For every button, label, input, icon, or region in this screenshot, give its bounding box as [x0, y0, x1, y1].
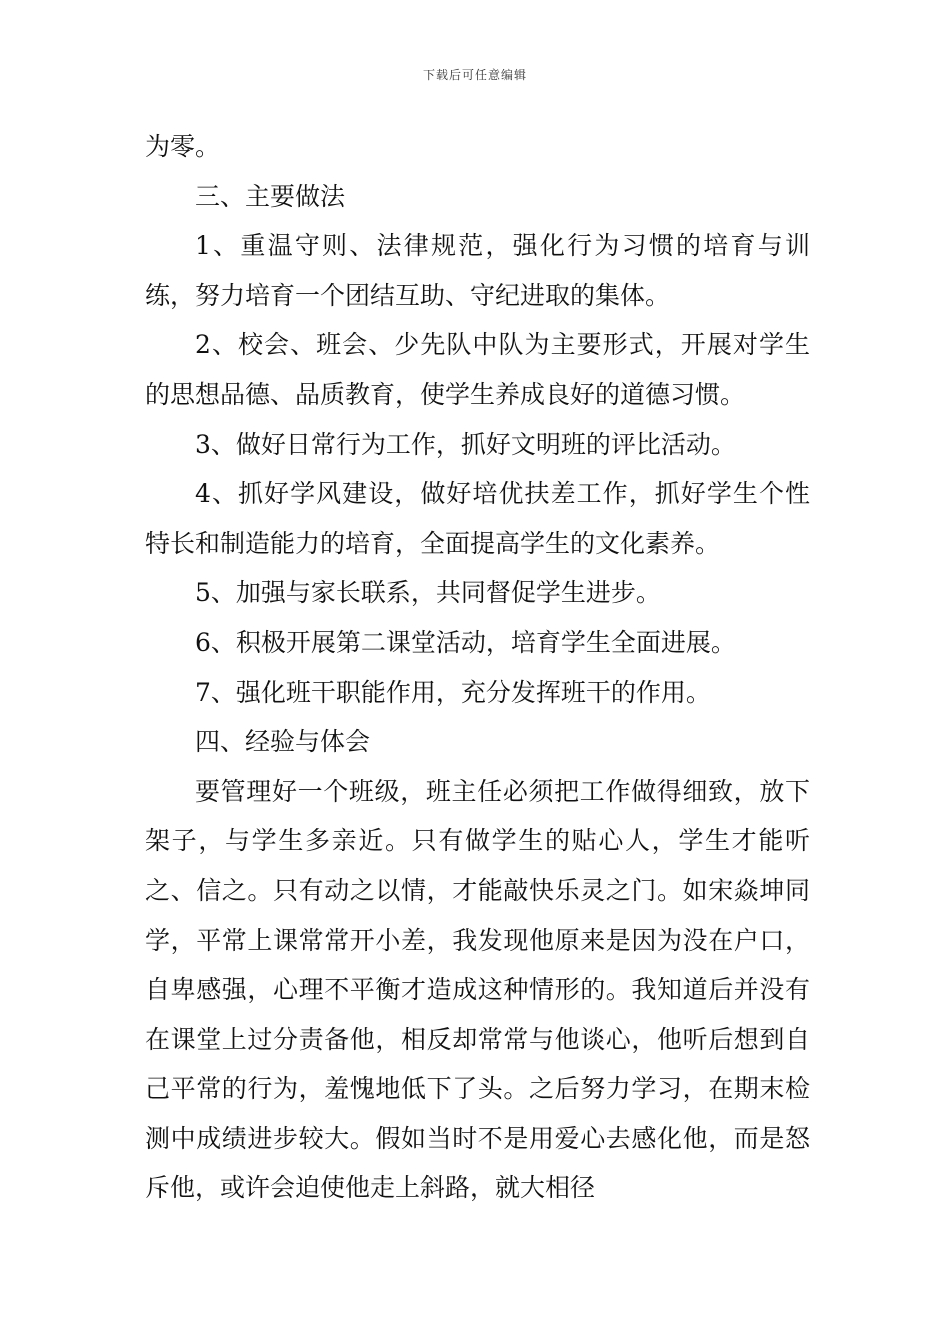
list-item-7: 7、强化班干职能作用，充分发挥班干的作用。: [195, 677, 711, 707]
paragraph-continuation: 为零。: [145, 132, 221, 161]
header-note: 下载后可任意编辑: [422, 68, 527, 82]
paragraph-experience: 要管理好一个班级，班主任必须把工作做得细致，放下架子，与学生多亲近。只有做学生的贴心人，学生才能听之、信之。只有动之以情，才能敲快乐灵之门。如宋焱坤同学，平常上课常常开小差，我发现他原来是因为没在户口，自卑感强，心理不平衡才造成这种情形的。我知道后并没有在课堂上过分责备他，相反却常常与他谈心，他听后想到自己平常的行为，羞愧地低下了头。之后努力学习，在期末检测中成绩进步较大。假如当时不是用爱心去感化他，而是怒斥他，或许会迫使他走上斜路，就大相径: [145, 776, 810, 1203]
list-item-6: 6、积极开展第二课堂活动，培育学生全面进展。: [195, 627, 736, 657]
document-body: [145, 122, 810, 1213]
section-heading-3: 三、主要做法: [195, 181, 346, 211]
list-item-3: 3、做好日常行为工作，抓好文明班的评比活动。: [195, 429, 736, 459]
section-heading-4: 四、经验与体会: [195, 727, 371, 757]
list-item-5: 5、加强与家长联系，共同督促学生进步。: [195, 578, 661, 608]
list-item-1: 1、重温守则、法律规范，强化行为习惯的培育与训练，努力培育一个团结互助、守纪进取的集体。: [145, 231, 810, 310]
list-item-2: 2、校会、班会、少先队中队为主要形式，开展对学生的思想品德、品质教育，使学生养成良好的道德习惯。: [145, 330, 810, 409]
list-item-4: 4、抓好学风建设，做好培优扶差工作，抓好学生个性特长和制造能力的培育，全面提高学生的文化素养。: [145, 479, 810, 558]
